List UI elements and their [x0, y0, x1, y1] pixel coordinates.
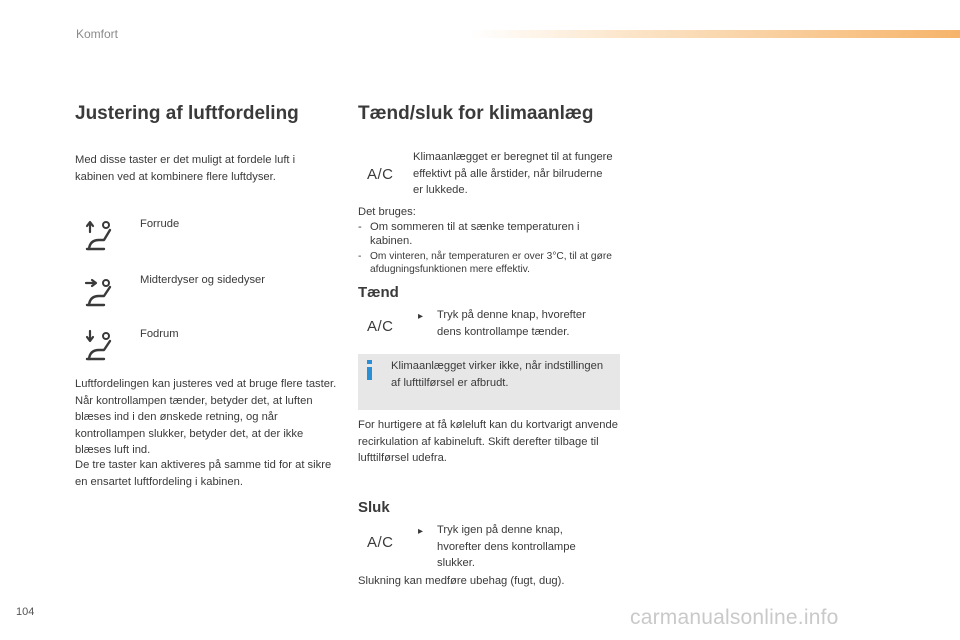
header-accent-bar	[470, 30, 960, 38]
section-label: Komfort	[76, 27, 119, 41]
used-list	[358, 220, 620, 276]
ac-button-icon: A/C	[367, 166, 394, 183]
on-instruction: Tryk på denne knap, hvorefter dens kontrollampe tænder.	[437, 309, 586, 338]
footwell-airflow-icon	[84, 328, 124, 364]
bullet-arrow-icon: ▸	[418, 311, 424, 322]
page-number: 104	[16, 606, 35, 618]
ac-button-icon: A/C	[367, 534, 394, 551]
windscreen-airflow-icon	[84, 218, 124, 254]
mode-label-face-vents: Midterdyser og sidedyser	[140, 274, 265, 286]
used-item: - Om sommeren til at sænke temperaturen i kabinen.	[358, 220, 620, 248]
info-icon	[364, 359, 376, 381]
info-text: Klimaanlægget virker ikke, når indstillingen af lufttilførsel er afbrudt.	[391, 360, 604, 389]
bullet-arrow-icon: ▸	[418, 526, 424, 537]
off-note: Slukning kan medføre ubehag (fugt, dug).	[358, 575, 565, 587]
off-heading: Sluk	[358, 499, 390, 516]
face-vents-airflow-icon	[84, 274, 124, 310]
on-heading: Tænd	[358, 284, 399, 301]
used-item-text: Om vinteren, når temperaturen er over 3°C, til at gøre afdugningsfunktionen mere effektiv.	[370, 251, 612, 275]
used-item: - Om vinteren, når temperaturen er over 3°C, til at gøre afdugningsfunktionen mere effektiv.	[358, 250, 620, 276]
left-intro: Med disse taster er det muligt at fordele luft i kabinen ved at kombinere flere luftdyser.	[75, 154, 296, 183]
mode-label-windscreen: Forrude	[140, 218, 180, 230]
watermark: carmanualsonline.info	[630, 606, 839, 629]
ac-button-icon: A/C	[367, 318, 394, 335]
left-paragraph-2: De tre taster kan aktiveres på samme tid for at sikre en ensartet luftfordeling i kabinen.	[75, 459, 332, 488]
ac-intro: Klimaanlægget er beregnet til at fungere effektivt på alle årstider, når bilruderne er lukkede.	[413, 151, 613, 196]
right-title: Tænd/sluk for klimaanlæg	[358, 103, 594, 124]
left-paragraph-1: Luftfordelingen kan justeres ved at bruge flere taster. Når kontrollampen tænder, betyder det, at luften blæses ind i den ønskede retning, og når kontrollampen slukker, betyder det, at der ikke blæses luft ind.	[75, 378, 337, 456]
mode-label-footwell: Fodrum	[140, 328, 179, 340]
left-title: Justering af luftfordeling	[75, 103, 299, 124]
used-item-text: Om sommeren til at sænke temperaturen i kabinen.	[370, 221, 580, 247]
off-instruction: Tryk igen på denne knap, hvorefter dens kontrollampe slukker.	[437, 524, 576, 569]
used-heading: Det bruges:	[358, 206, 416, 218]
recirculation-text: For hurtigere at få køleluft kan du kortvarigt anvende recirkulation af kabineluft. Skift derefter tilbage til lufttilførsel udefra.	[358, 419, 618, 464]
